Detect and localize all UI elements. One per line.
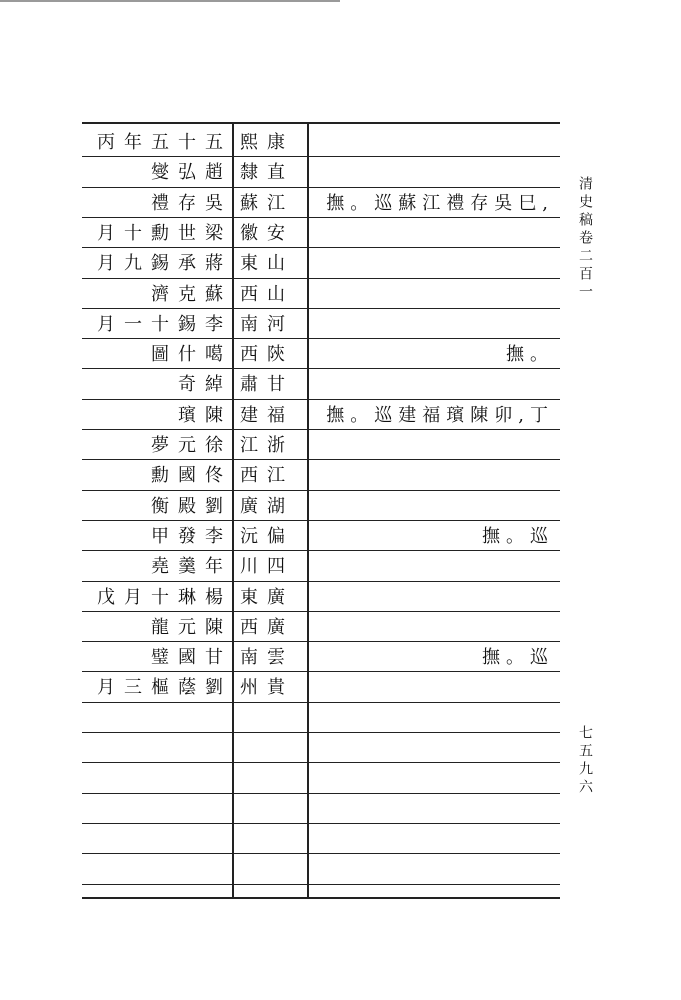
row-rule	[82, 156, 560, 157]
table-row	[82, 280, 560, 310]
province-cell: 熙康	[240, 132, 294, 153]
row-rule	[82, 278, 560, 279]
official-name-cell: 堯羹年	[151, 556, 232, 578]
row-rule	[82, 581, 560, 582]
table-row	[82, 431, 560, 461]
province-cell: 蘇江	[240, 192, 294, 214]
table-row	[82, 613, 560, 643]
note-cell: 撫。	[506, 344, 554, 366]
province-cell: 東廣	[240, 586, 294, 608]
running-head: 清史稿卷二百一	[577, 176, 593, 302]
row-rule	[82, 187, 560, 188]
official-name-cell: 月九錫承蔣	[97, 253, 232, 275]
province-cell: 東山	[240, 253, 294, 275]
province-cell: 川四	[240, 556, 294, 578]
province-cell: 沅偏	[240, 525, 294, 547]
table-row	[82, 340, 560, 370]
row-rule	[82, 368, 560, 369]
empty-row-rule	[82, 853, 560, 854]
row-rule	[82, 702, 560, 703]
official-name-cell: 衡殿劉	[151, 495, 232, 517]
row-rule	[82, 671, 560, 672]
table-row	[82, 128, 560, 158]
table-row	[82, 189, 560, 219]
official-name-cell: 月一十錫李	[97, 313, 232, 335]
province-cell: 西山	[240, 283, 294, 305]
row-rule	[82, 308, 560, 309]
row-rule	[82, 429, 560, 430]
row-rule	[82, 520, 560, 521]
empty-row-rule	[82, 732, 560, 733]
official-name-cell: 圖什噶	[151, 344, 232, 366]
table-row	[82, 583, 560, 613]
official-name-cell: 戊月十琳楊	[97, 586, 232, 608]
table-top-rule	[82, 122, 560, 124]
official-name-cell: 月十勳世梁	[97, 222, 232, 244]
note-cell: 撫。巡蘇江禮存吳巳,	[326, 192, 554, 214]
row-rule	[82, 247, 560, 248]
row-rule	[82, 459, 560, 460]
row-rule	[82, 550, 560, 551]
province-cell: 肅甘	[240, 374, 294, 396]
table-row	[82, 401, 560, 431]
empty-row-rule	[82, 793, 560, 794]
table-row	[82, 249, 560, 279]
note-cell: 撫。巡建福璸陳卯,丁	[326, 404, 554, 426]
row-rule	[82, 490, 560, 491]
row-rule	[82, 641, 560, 642]
row-rule	[82, 399, 560, 400]
note-cell: 撫。巡	[482, 525, 554, 547]
table-row	[82, 673, 560, 703]
province-cell: 西廣	[240, 616, 294, 638]
row-rule	[82, 338, 560, 339]
province-cell: 南河	[240, 313, 294, 335]
province-cell: 西江	[240, 465, 294, 487]
empty-row-rule	[82, 823, 560, 824]
official-name-cell: 濟克蘇	[151, 283, 232, 305]
table-row	[82, 492, 560, 522]
table-row	[82, 643, 560, 673]
province-cell: 徽安	[240, 222, 294, 244]
province-cell: 西陝	[240, 344, 294, 366]
empty-row-rule	[82, 884, 560, 885]
province-cell: 南雲	[240, 647, 294, 669]
official-name-cell: 勳國佟	[151, 465, 232, 487]
province-cell: 建福	[240, 404, 294, 426]
row-rule	[82, 611, 560, 612]
province-cell: 隸直	[240, 162, 294, 184]
empty-row-rule	[82, 762, 560, 763]
table-row	[82, 522, 560, 552]
row-rule	[82, 217, 560, 218]
table-row	[82, 310, 560, 340]
official-name-cell: 甲發李	[151, 525, 232, 547]
table-row	[82, 158, 560, 188]
official-name-cell: 龍元陳	[151, 616, 232, 638]
table-row	[82, 552, 560, 582]
official-name-cell: 丙年五十五	[97, 132, 232, 153]
official-name-cell: 奇綽	[178, 374, 232, 396]
official-name-cell: 璧國甘	[151, 647, 232, 669]
official-name-cell: 夢元徐	[151, 435, 232, 456]
table-row	[82, 219, 560, 249]
official-name-cell: 燮弘趙	[151, 162, 232, 184]
table-row	[82, 461, 560, 491]
province-cell: 廣湖	[240, 495, 294, 517]
official-name-cell: 璸陳	[178, 404, 232, 426]
official-name-cell: 月三樞蔭劉	[97, 677, 232, 699]
page-number: 七五九六	[577, 725, 593, 797]
province-cell: 江浙	[240, 435, 294, 456]
province-cell: 州貴	[240, 677, 294, 699]
note-cell: 撫。巡	[482, 647, 554, 669]
table-row	[82, 370, 560, 400]
top-edge-line	[0, 0, 340, 2]
official-name-cell: 禮存吳	[151, 192, 232, 214]
table-bottom-rule	[82, 897, 560, 899]
